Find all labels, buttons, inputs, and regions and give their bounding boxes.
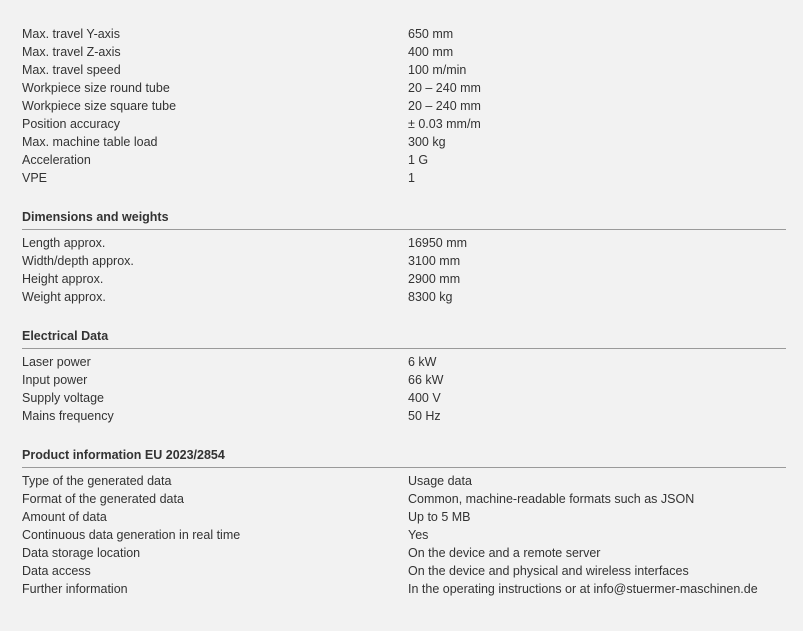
spec-value: 400 V <box>408 391 441 405</box>
spec-value: 3100 mm <box>408 254 461 268</box>
spec-value: On the device and physical and wireless interfaces <box>408 564 689 578</box>
spec-value: 6 kW <box>408 355 437 369</box>
spec-label: Workpiece size square tube <box>22 99 177 113</box>
spec-value: 8300 kg <box>408 290 453 304</box>
spec-label: Acceleration <box>22 153 91 167</box>
spec-row <box>22 133 786 151</box>
spec-section-general <box>22 25 786 187</box>
spec-label: Max. travel speed <box>22 63 121 77</box>
spec-label: Mains frequency <box>22 409 114 423</box>
spec-value: Common, machine-readable formats such as JSON <box>408 492 695 506</box>
spec-value: 20 – 240 mm <box>408 81 481 95</box>
spec-label: Continuous data generation in real time <box>22 528 241 542</box>
spec-value: Up to 5 MB <box>408 510 471 524</box>
spec-row <box>22 288 786 306</box>
spec-label: Height approx. <box>22 272 104 286</box>
spec-rows <box>22 472 786 598</box>
spec-value: 400 mm <box>408 45 454 59</box>
spec-value: 100 m/min <box>408 63 467 77</box>
spec-label: Supply voltage <box>22 391 105 405</box>
spec-value: Usage data <box>408 474 472 488</box>
section-heading: Electrical Data <box>22 306 786 349</box>
spec-row <box>22 252 786 270</box>
spec-value: 1 G <box>408 153 429 167</box>
spec-label: Length approx. <box>22 236 106 250</box>
spec-value: 16950 mm <box>408 236 468 250</box>
spec-row <box>22 115 786 133</box>
spec-value: ± 0.03 mm/m <box>408 117 481 131</box>
spec-row <box>22 544 786 562</box>
spec-row <box>22 508 786 526</box>
spec-section-electrical <box>22 306 786 425</box>
spec-row <box>22 389 786 407</box>
spec-row <box>22 270 786 288</box>
spec-section-dimensions <box>22 187 786 306</box>
spec-value: 650 mm <box>408 27 454 41</box>
spec-row <box>22 353 786 371</box>
spec-label: Type of the generated data <box>22 474 172 488</box>
spec-label: Max. travel Y-axis <box>22 27 120 41</box>
spec-label: Data storage location <box>22 546 141 560</box>
spec-row <box>22 169 786 187</box>
spec-row <box>22 25 786 43</box>
spec-value: 300 kg <box>408 135 446 149</box>
spec-label: Max. travel Z-axis <box>22 45 121 59</box>
spec-value: 66 kW <box>408 373 444 387</box>
spec-row <box>22 151 786 169</box>
spec-label: Data access <box>22 564 91 578</box>
spec-value: 20 – 240 mm <box>408 99 481 113</box>
spec-row <box>22 61 786 79</box>
spec-row <box>22 490 786 508</box>
spec-label: Further information <box>22 582 128 596</box>
spec-label: Amount of data <box>22 510 107 524</box>
spec-label: Weight approx. <box>22 290 106 304</box>
spec-row <box>22 407 786 425</box>
spec-label: VPE <box>22 171 48 185</box>
spec-label: Width/depth approx. <box>22 254 134 268</box>
spec-value: On the device and a remote server <box>408 546 601 560</box>
spec-row <box>22 43 786 61</box>
spec-section-product-information <box>22 425 786 598</box>
spec-value: 50 Hz <box>408 409 441 423</box>
spec-row <box>22 580 786 598</box>
spec-label: Workpiece size round tube <box>22 81 170 95</box>
spec-rows <box>22 234 786 306</box>
spec-label: Input power <box>22 373 88 387</box>
spec-value: 1 <box>408 171 415 185</box>
section-heading: Product information EU 2023/2854 <box>22 425 786 468</box>
spec-value: Yes <box>408 528 429 542</box>
spec-row <box>22 371 786 389</box>
spec-row <box>22 234 786 252</box>
spec-rows <box>22 25 786 187</box>
spec-row <box>22 472 786 490</box>
section-heading: Dimensions and weights <box>22 187 786 230</box>
spec-label: Format of the generated data <box>22 492 184 506</box>
spec-value: 2900 mm <box>408 272 461 286</box>
spec-row <box>22 79 786 97</box>
spec-row <box>22 526 786 544</box>
spec-row <box>22 562 786 580</box>
spec-value[interactable]: In the operating instructions or at info@stuermer-maschinen.de <box>408 582 758 596</box>
spec-label: Max. machine table load <box>22 135 158 149</box>
spec-label: Position accuracy <box>22 117 120 131</box>
spec-row <box>22 97 786 115</box>
spec-rows <box>22 353 786 425</box>
spec-label: Laser power <box>22 355 91 369</box>
